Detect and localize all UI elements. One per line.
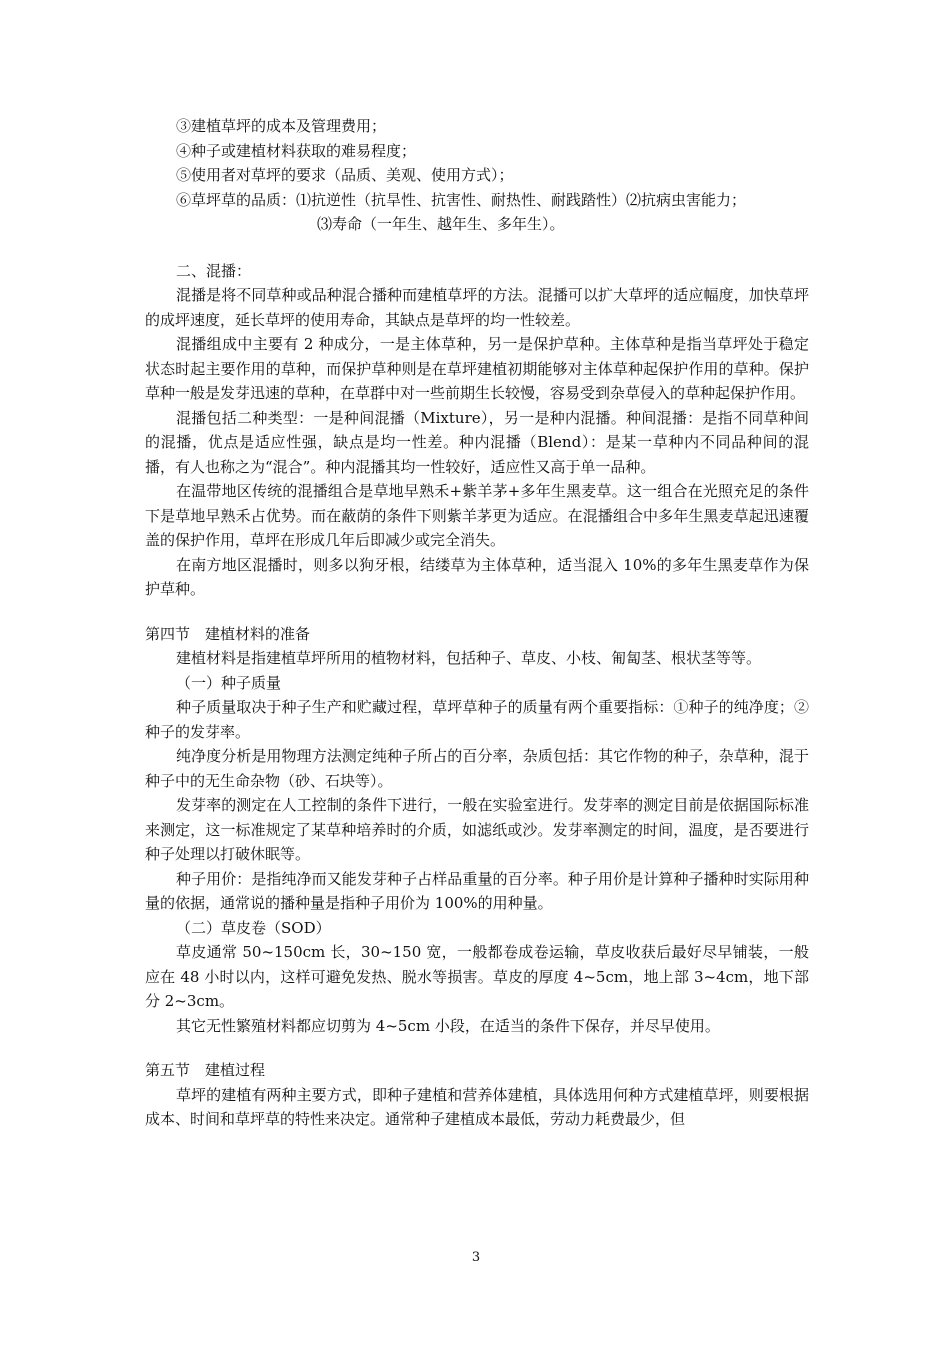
section-4-heading: 第四节 建植材料的准备	[145, 624, 311, 643]
page-number: 3	[471, 1250, 481, 1265]
spacer	[145, 237, 809, 259]
list-item: ⑶寿命（一年生、越年生、多年生）。	[317, 215, 565, 233]
paragraph: 建植材料是指建植草坪所用的植物材料，包括种子、草皮、小枝、匍匐茎、根状茎等等。	[176, 649, 762, 667]
paragraph: 其它无性繁殖材料都应切剪为 4~5cm 小段，在适当的条件下保存，并尽早使用。	[176, 1016, 720, 1035]
sod-heading: （二）草皮卷（SOD）	[176, 918, 331, 937]
paragraph: 草皮通常 50~150cm 长，30~150 宽，一般都卷成卷运输，草皮收获后最好尽早铺装，一般应在 48 小时以内，这样可避免发热、脱水等损害。草皮的厚度 4~5cm，地上部 3~4cm，地下部分 2~3cm。	[145, 943, 809, 1010]
list-item: ④种子或建植材料获取的难易程度；	[176, 141, 417, 160]
paragraph: 种子质量取决于种子生产和贮藏过程，草坪草种子的质量有两个重要指标：①种子的纯净度；②种子的发芽率。	[145, 698, 809, 741]
list-item: ③建植草坪的成本及管理费用；	[176, 117, 387, 135]
section-5-heading: 第五节 建植过程	[145, 1061, 266, 1079]
paragraph: 在南方地区混播时，则多以狗牙根，结缕草为主体草种，适当混入 10%的多年生黑麦草作为保护草种。	[145, 555, 809, 598]
spacer	[145, 1038, 809, 1058]
paragraph: 混播包括二种类型：一是种间混播（Mixture），另一是种内混播。种间混播：是指不同草种间的混播，优点是适应性强，缺点是均一性差。种内混播（Blend）：是某一草种内不同品种间的混播，有人也称之为“混合”。种内混播其均一性较好，适应性又高于单一品种。	[145, 408, 809, 476]
spacer	[145, 602, 809, 622]
paragraph: 纯净度分析是用物理方法测定纯种子所占的百分率，杂质包括：其它作物的种子，杂草种，混于种子中的无生命杂物（砂、石块等）。	[145, 747, 809, 790]
paragraph: 发芽率的测定在人工控制的条件下进行，一般在实验室进行。发芽率的测定目前是依据国际标准来测定，这一标准规定了某草种培养时的介质，如滤纸或沙。发芽率测定的时间，温度，是否要进行种子处理以打破休眠等。	[145, 796, 809, 863]
mix-heading: 二、混播：	[176, 261, 252, 280]
seed-quality-heading: （一）种子质量	[176, 673, 282, 692]
list-item: ⑥草坪草的品质：⑴抗逆性（抗旱性、抗害性、耐热性、耐践踏性）⑵抗病虫害能力；	[176, 190, 747, 209]
paragraph: 草坪的建植有两种主要方式，即种子建植和营养体建植，具体选用何种方式建植草坪，则要根据成本、时间和草坪草的特性来决定。通常种子建植成本最低，劳动力耗费最少，但	[145, 1085, 809, 1128]
paragraph: 在温带地区传统的混播组合是草地早熟禾+紫羊茅+多年生黑麦草。这一组合在光照充足的条件下是草地早熟禾占优势。而在蔽荫的条件下则紫羊茅更为适应。在混播组合中多年生黑麦草起迅速覆盖的保护作用，草坪在形成几年后即减少或完全消失。	[145, 482, 809, 549]
paragraph: 混播组成中主要有 2 种成分，一是主体草种，另一是保护草种。主体草种是指当草坪处于稳定状态时起主要作用的草种，而保护草种则是在草坪建植初期能够对主体草种起保护作用的草种。保护草种一般是发芽迅速的草种，在草群中对一些前期生长较慢，容易受到杂草侵入的草种起保护作用。	[145, 335, 809, 402]
paragraph: 种子用价：是指纯净而又能发芽种子占样品重量的百分率。种子用价是计算种子播种时实际用种量的依据，通常说的播种量是指种子用价为 100%的用种量。	[145, 869, 809, 912]
list-item: ⑤使用者对草坪的要求（品质、美观、使用方式）；	[176, 166, 514, 184]
page-content	[145, 114, 809, 1132]
paragraph: 混播是将不同草种或品种混合播种而建植草坪的方法。混播可以扩大草坪的适应幅度，加快草坪的成坪速度，延长草坪的使用寿命，其缺点是草坪的均一性较差。	[145, 286, 809, 329]
